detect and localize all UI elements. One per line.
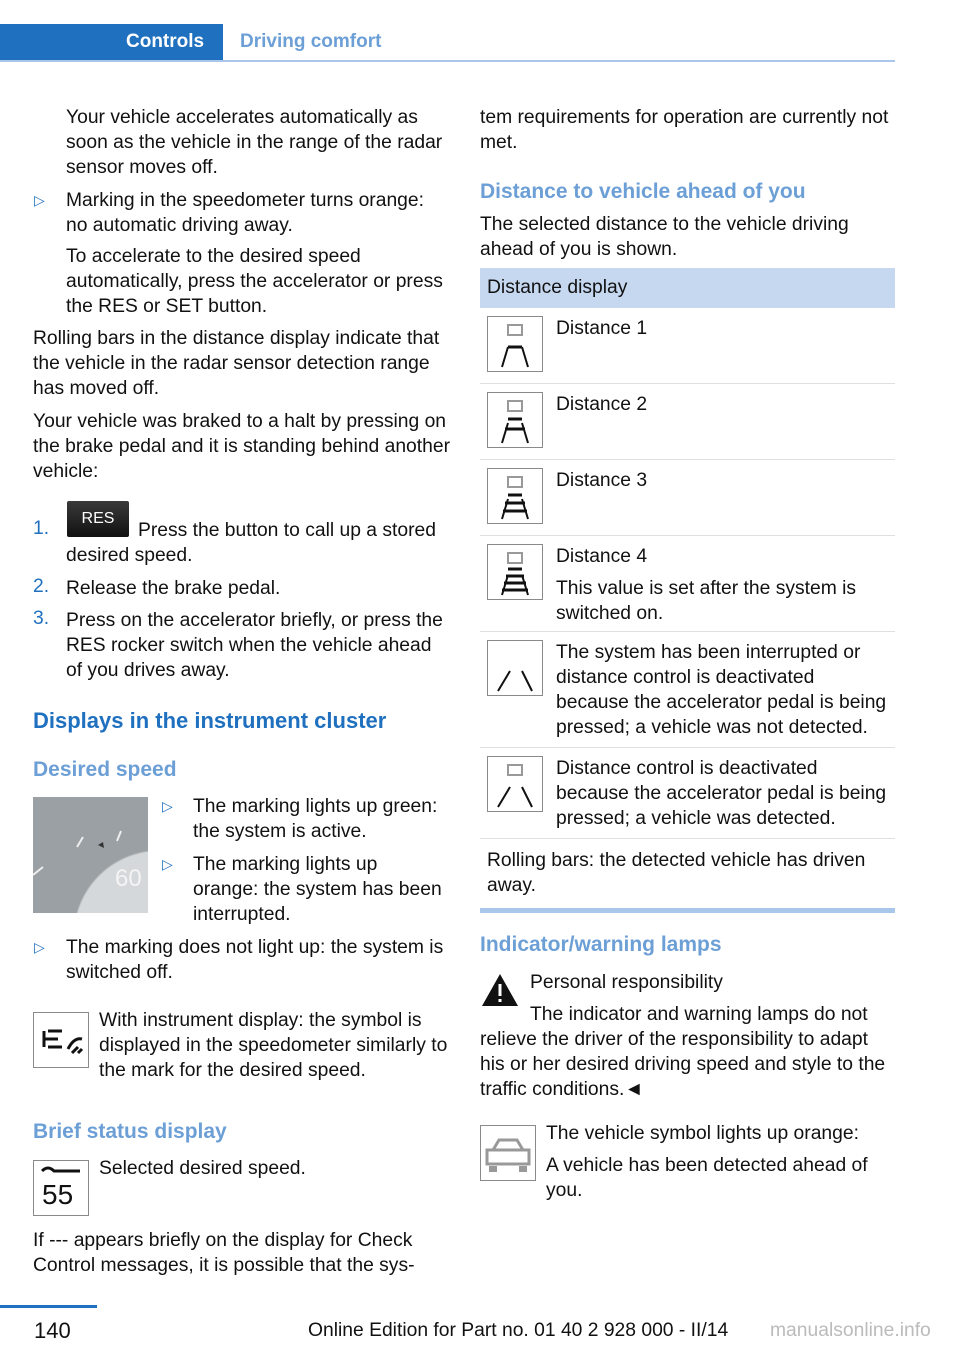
distance-1-icon [487, 316, 543, 372]
row-label: Distance control is deactivated because the accelerator pedal is being pressed; a vehicle was detected. [556, 758, 887, 829]
step-number: 1. [33, 518, 50, 539]
bullet-arrow-icon: ▷ [162, 856, 173, 872]
bullet-off: The marking does not light up: the system is switched off. [66, 937, 444, 983]
table-row [480, 632, 895, 748]
step-number: 3. [33, 608, 50, 629]
paragraph-distance: The selected distance to the vehicle driving ahead of you is shown. [480, 214, 849, 260]
table-footer: Rolling bars: the detected vehicle has driven away. [487, 850, 866, 896]
step-3: Press on the accelerator briefly, or press the RES rocker switch when the vehicle ahead of you drives away. [66, 610, 443, 681]
table-header: Distance display [480, 268, 895, 308]
table-row [480, 460, 895, 536]
section-tab: Controls [0, 24, 223, 61]
paragraph-check-control: If --- appears briefly on the display for Check Control messages, it is possible that the sys- [33, 1230, 415, 1276]
row-label: The system has been interrupted or distance control is deactivated because the accelerator pedal is being pressed; a vehicle was not detected. [556, 642, 887, 738]
vehicle-ahead-icon [480, 1125, 536, 1181]
bullet-arrow-icon: ▷ [34, 939, 45, 955]
paragraph-rolling: Rolling bars in the distance display indicate that the vehicle in the radar sensor detection range has moved off. [33, 328, 440, 399]
table-row [480, 308, 895, 384]
vehicle-line-1: The vehicle symbol lights up orange: [546, 1123, 859, 1144]
speedometer-ticks-icon [33, 797, 148, 913]
row-detail: This value is set after the system is switched on. [556, 578, 857, 624]
table-row [480, 748, 895, 838]
res-button-icon: RES [67, 501, 129, 537]
brief-status-value: 55 [42, 1179, 74, 1210]
distance-2-icon [487, 392, 543, 448]
row-label: Distance 1 [556, 318, 648, 339]
paragraph-selected-speed: Selected desired speed. [99, 1158, 306, 1179]
watermark: manualsonline.info [770, 1320, 931, 1341]
distance-table [480, 268, 895, 913]
row-label: Distance 3 [556, 470, 648, 491]
step-number: 2. [33, 576, 50, 597]
distance-4-icon [487, 544, 543, 600]
brief-status-icon [33, 1160, 89, 1216]
table-row [480, 536, 895, 632]
warning-title: Personal responsibility [530, 972, 723, 993]
heading-brief-status: Brief status display [33, 1120, 227, 1143]
table-bottom-bar [480, 908, 895, 913]
bullet-green: The marking lights up green: the system is active. [193, 796, 438, 842]
warning-text: The indicator and warning lamps do not relieve the driver of the responsibility to adapt his or her desired driving speed and style to the traffic conditions.◄ [480, 1004, 886, 1100]
paragraph-instrument-display: With instrument display: the symbol is displayed in the speedometer similarly to the mark for the desired speed. [99, 1010, 448, 1081]
heading-desired-speed: Desired speed [33, 758, 177, 781]
heading-distance: Distance to vehicle ahead of you [480, 180, 806, 203]
row-label: Distance 4 [556, 546, 648, 567]
speedometer-value: 60 [115, 865, 142, 892]
heading-lamps: Indicator/warning lamps [480, 933, 722, 956]
distance-3-icon [487, 468, 543, 524]
paragraph-accelerates: Your vehicle accelerates automatically as soon as the vehicle in the range of the radar sensor moves off. [66, 107, 443, 178]
step-2: Release the brake pedal. [66, 578, 281, 599]
vehicle-line-2: A vehicle has been detected ahead of you. [546, 1155, 868, 1201]
bullet-orange: Marking in the speedometer turns orange: no automatic driving away. [66, 190, 424, 236]
distance-off-icon [487, 640, 543, 696]
speedometer-image [33, 797, 148, 913]
paragraph-braked: Your vehicle was braked to a halt by pressing on the brake pedal and it is standing behind another vehicle: [33, 411, 450, 482]
bullet-interrupted: The marking lights up orange: the system has been interrupted. [193, 854, 442, 925]
row-label: Distance 2 [556, 394, 648, 415]
bullet-arrow-icon: ▷ [34, 192, 45, 208]
bullet-arrow-icon: ▷ [162, 798, 173, 814]
header-rule [0, 60, 895, 62]
heading-displays: Displays in the instrument cluster [33, 708, 387, 733]
page-number: 140 [34, 1318, 71, 1343]
paragraph-continued: tem requirements for operation are currently not met. [480, 107, 889, 153]
footer-accent [0, 1305, 97, 1308]
subsection-tab: Driving comfort [240, 31, 382, 52]
edition-text: Online Edition for Part no. 01 40 2 928 000 - II/14 [308, 1320, 729, 1341]
page-header [0, 0, 895, 62]
table-row [480, 384, 895, 460]
distance-vehicle-detected-icon [487, 756, 543, 812]
step-1: Press the button to call up a stored desired speed. [66, 520, 436, 566]
bullet-orange-more: To accelerate to the desired speed automatically, press the accelerator or press the RES or SET button. [66, 246, 443, 317]
cruise-symbol-icon [33, 1012, 89, 1068]
